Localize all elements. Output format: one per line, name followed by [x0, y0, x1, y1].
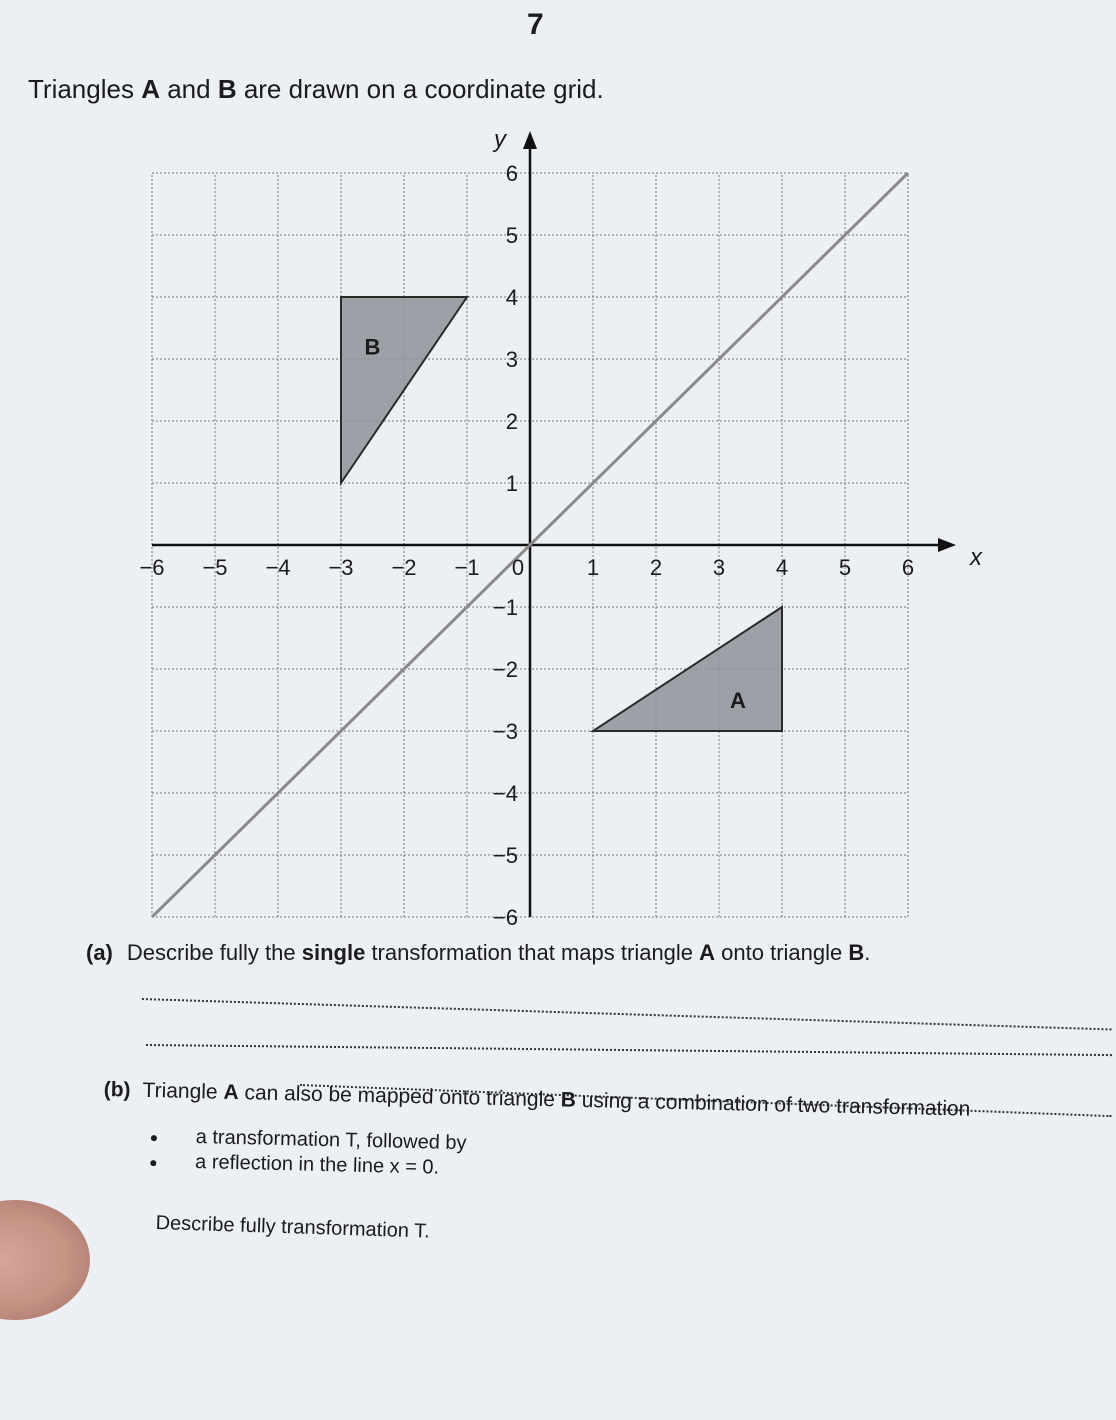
question-a-label: (a) — [86, 940, 113, 965]
intro-b: B — [217, 74, 237, 104]
y-tick-label: −1 — [492, 595, 518, 620]
page-number: 7 — [527, 8, 544, 41]
y-axis-label: y — [494, 126, 506, 153]
y-tick-label: 2 — [505, 409, 518, 434]
triangle-b-label: B — [364, 334, 381, 360]
question-a-bold1: single — [301, 940, 366, 965]
question-b-bold1: A — [223, 1080, 239, 1105]
x-tick-label: 0 — [511, 555, 525, 580]
intro-post: are drawn on a coordinate grid. — [236, 74, 604, 104]
x-tick-label: −3 — [328, 555, 354, 580]
question-a-post: . — [864, 940, 871, 965]
y-tick-label: −4 — [492, 781, 518, 806]
intro-a: A — [141, 74, 160, 104]
x-tick-label: 5 — [838, 555, 852, 580]
question-a-mid: transformation that maps triangle — [365, 940, 700, 965]
y-tick-label: −6 — [492, 905, 518, 930]
question-a-bold2: A — [699, 940, 716, 965]
answer-line-1[interactable] — [142, 998, 1112, 1030]
y-tick-label: 1 — [505, 471, 518, 496]
y-tick-label: −2 — [492, 657, 518, 682]
y-axis-arrow-icon — [523, 131, 537, 149]
y-tick-label: 4 — [505, 285, 518, 310]
y-tick-label: 5 — [505, 223, 518, 248]
y-tick-label: −5 — [492, 843, 518, 868]
question-a — [86, 940, 870, 966]
question-b-pre: Triangle — [142, 1078, 224, 1104]
bullet-list — [149, 1124, 467, 1181]
x-axis-arrow-icon — [938, 538, 956, 552]
x-tick-label: 1 — [586, 555, 600, 580]
question-a-pre: Describe fully the — [126, 940, 302, 965]
triangle-a-label: A — [729, 688, 746, 713]
x-tick-label: −4 — [265, 555, 291, 580]
intro-pre: Triangles — [28, 74, 142, 104]
y-tick-label: 6 — [505, 161, 518, 186]
question-b-mid: can also be mapped onto triangle — [238, 1081, 562, 1112]
x-axis-label: x — [970, 544, 982, 571]
x-tick-label: −1 — [454, 555, 480, 580]
question-b-bold2: B — [560, 1088, 577, 1112]
x-tick-label: 6 — [901, 555, 915, 580]
x-tick-label: 2 — [649, 555, 663, 580]
y-tick-label: −3 — [492, 719, 518, 744]
bullet-dot: ● — [148, 1153, 158, 1171]
question-b-label: (b) — [103, 1078, 131, 1102]
bullet-dot: ● — [149, 1128, 159, 1146]
x-tick-label: 4 — [775, 555, 789, 580]
x-tick-label: 3 — [712, 555, 726, 580]
bullet-text: a transformation T, followed by — [195, 1126, 467, 1155]
question-b-post: using a combination of two transformation — [575, 1088, 971, 1121]
x-tick-label: −6 — [139, 555, 165, 580]
thumb-photo-artifact — [0, 1200, 90, 1320]
x-tick-label: −5 — [202, 555, 228, 580]
answer-line-2[interactable] — [146, 1044, 1112, 1056]
bullet-text: a reflection in the line x = 0. — [194, 1151, 440, 1179]
question-a-mid2: onto triangle — [715, 940, 849, 965]
question-b — [103, 1078, 970, 1122]
instruction-text: Describe fully transformation T. — [155, 1212, 431, 1243]
intro-mid: and — [159, 74, 218, 104]
y-tick-label: 3 — [505, 347, 518, 372]
question-a-bold3: B — [848, 940, 865, 965]
x-tick-label: −2 — [391, 555, 417, 580]
